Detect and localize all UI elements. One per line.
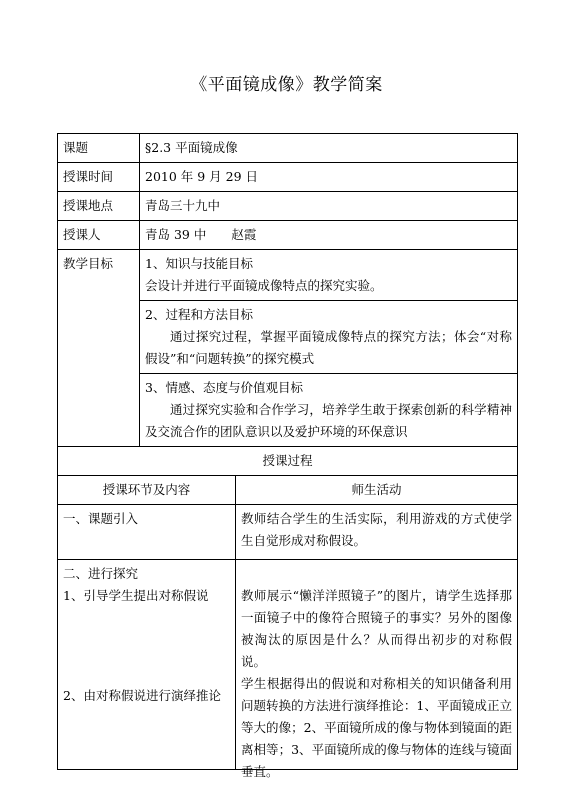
place-label: 授课地点 — [58, 192, 140, 221]
explore-step-1: 1、引导学生提出对称假说 — [63, 588, 209, 603]
explore-step-2: 2、由对称假说进行演绎推论 — [63, 688, 221, 703]
goal1-cell — [140, 250, 518, 301]
teacher-label: 授课人 — [58, 221, 140, 250]
time-value: 2010 年 9 月 29 日 — [140, 163, 518, 192]
place-value: 青岛三十九中 — [140, 192, 518, 221]
time-row — [58, 163, 518, 192]
lesson-plan-table — [57, 133, 518, 779]
process-col1-header: 授课环节及内容 — [58, 476, 236, 505]
explore-activity-1: 教师展示“懒洋洋照镜子”的图片，请学生选择那一面镜子中的像符合照镜子的事实？另外的图像被淘汰的原因是什么？从而得出初步的对称假说。 — [241, 588, 512, 669]
teacher-value: 青岛 39 中 赵霞 — [140, 221, 518, 250]
goal-label: 教学目标 — [58, 250, 140, 447]
explore-steps — [58, 560, 236, 770]
goal2-heading: 2、过程和方法目标 — [145, 307, 253, 322]
explore-activities — [236, 560, 518, 779]
process-col2-header: 师生活动 — [236, 476, 518, 505]
goal1-row — [58, 250, 518, 301]
explore-activity-2: 学生根据得出的假说和对称相关的知识储备利用问题转换的方法进行演绎推论：1、平面镜成正立等大的像；2、平面镜所成的像与物体到镜面的距离相等；3、平面镜所成的像与物体的连线与镜面垂直。 — [241, 676, 512, 779]
process-header-row — [58, 447, 518, 476]
explore-heading: 二、进行探究 — [63, 566, 139, 581]
goal3-cell — [140, 374, 518, 447]
topic-value: §2.3 平面镜成像 — [140, 134, 518, 163]
place-row — [58, 192, 518, 221]
document-title: 《平面镜成像》教学简案 — [190, 75, 383, 95]
teacher-row — [58, 221, 518, 250]
goal3-text: 通过探究实验和合作学习，培养学生敢于探索创新的科学精神及交流合作的团队意识以及爱护环境的环保意识 — [145, 402, 512, 439]
topic-label: 课题 — [58, 134, 140, 163]
goal1-text: 会设计并进行平面镜成像特点的探究实验。 — [145, 278, 383, 293]
process-row-intro — [58, 505, 518, 560]
goal2-cell — [140, 301, 518, 374]
topic-row — [58, 134, 518, 163]
goal3-heading: 3、情感、态度与价值观目标 — [145, 380, 303, 395]
goal2-text: 通过探究过程，掌握平面镜成像特点的探究方法；体会“对称假设”和“问题转换”的探究模式 — [145, 329, 512, 366]
intro-step: 一、课题引入 — [58, 505, 236, 560]
process-row-explore — [58, 560, 518, 770]
process-header: 授课过程 — [58, 447, 518, 476]
process-columns-row — [58, 476, 518, 505]
time-label: 授课时间 — [58, 163, 140, 192]
intro-activity: 教师结合学生的生活实际，利用游戏的方式使学生自觉形成对称假设。 — [236, 505, 518, 560]
goal1-heading: 1、知识与技能目标 — [145, 256, 253, 271]
